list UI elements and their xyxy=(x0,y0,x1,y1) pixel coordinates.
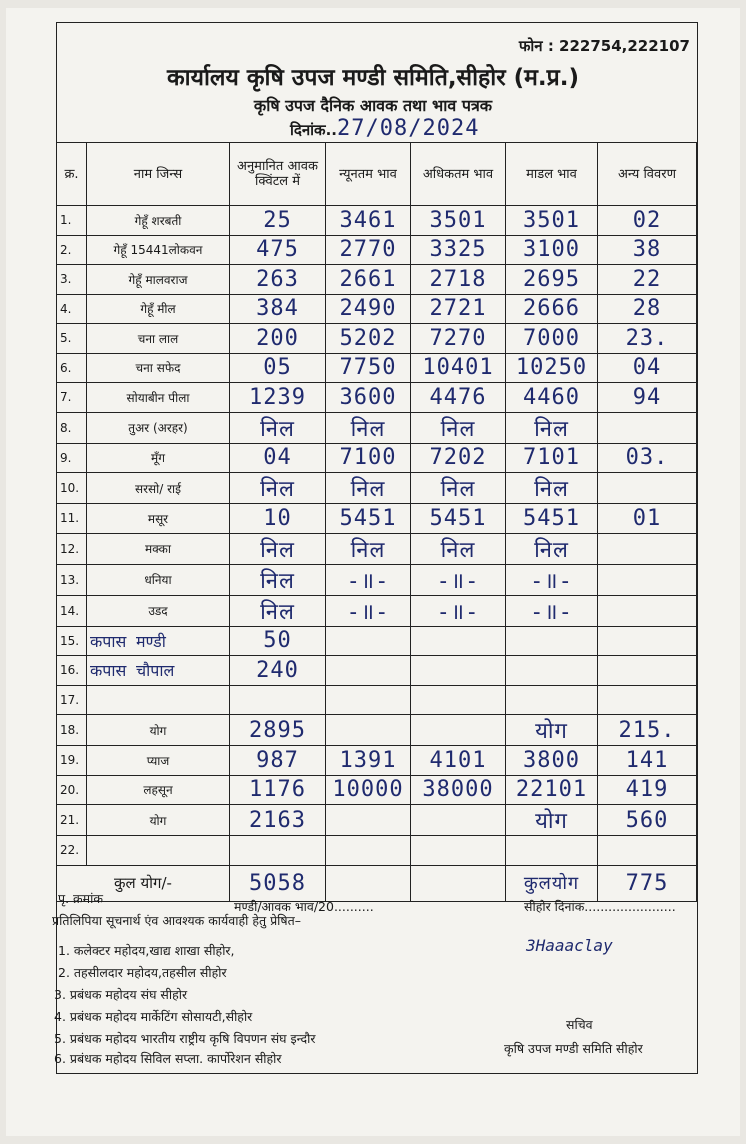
min-price xyxy=(326,656,411,686)
commodity-name: सोयाबीन पीला xyxy=(87,383,230,413)
secretary-title: सचिव xyxy=(566,1017,593,1032)
row-number: 4. xyxy=(57,294,87,324)
table-cell xyxy=(326,865,411,901)
secretary-org: कृषि उपज मण्डी समिति सीहोर xyxy=(504,1041,643,1056)
table-row xyxy=(57,443,697,473)
commodity-name xyxy=(87,836,230,866)
arrival-quantity: 263 xyxy=(230,265,326,295)
table-row xyxy=(57,294,697,324)
model-price: 3800 xyxy=(506,746,598,776)
min-price xyxy=(326,685,411,715)
model-price: 5451 xyxy=(506,504,598,534)
model-price: 2695 xyxy=(506,265,598,295)
arrival-quantity: निल xyxy=(230,564,326,595)
arrival-quantity: 2895 xyxy=(230,715,326,746)
other-details xyxy=(598,656,697,686)
model-price: निल xyxy=(506,533,598,564)
model-price: निल xyxy=(506,412,598,443)
other-details: 28 xyxy=(598,294,697,324)
model-price: -॥- xyxy=(506,595,598,626)
model-price: 7000 xyxy=(506,324,598,354)
model-price: 4460 xyxy=(506,383,598,413)
max-price: 4101 xyxy=(411,746,506,776)
recipient: 2. तहसीलदार महोदय,तहसील सीहोर xyxy=(58,965,227,980)
max-price xyxy=(411,805,506,836)
commodity-name: मसूर xyxy=(87,504,230,534)
arrival-quantity: 10 xyxy=(230,504,326,534)
other-details: 04 xyxy=(598,353,697,383)
row-number: 5. xyxy=(57,324,87,354)
date-label: दिनांक xyxy=(290,121,326,139)
max-price: 5451 xyxy=(411,504,506,534)
other-details xyxy=(598,533,697,564)
other-details: 23. xyxy=(598,324,697,354)
commodity-name xyxy=(87,685,230,715)
max-price: 2721 xyxy=(411,294,506,324)
max-price: 7270 xyxy=(411,324,506,354)
commodity-name: गेहूँ 15441लोकवन xyxy=(87,235,230,265)
max-price xyxy=(411,715,506,746)
recipient: 5. प्रबंधक महोदय भारतीय राष्ट्रीय कृषि विपणन संघ इन्दौर xyxy=(54,1031,316,1046)
other-details: 38 xyxy=(598,235,697,265)
max-price: 10401 xyxy=(411,353,506,383)
arrival-quantity: निल xyxy=(230,473,326,504)
other-details xyxy=(598,626,697,656)
col-header: अन्य विवरण xyxy=(598,143,697,206)
col-header: नाम जिन्स xyxy=(87,143,230,206)
model-price: 7101 xyxy=(506,443,598,473)
commodity-name: योग xyxy=(87,715,230,746)
model-price: 3100 xyxy=(506,235,598,265)
min-price xyxy=(326,836,411,866)
min-price xyxy=(326,715,411,746)
table-row xyxy=(57,775,697,805)
model-price: 10250 xyxy=(506,353,598,383)
arrival-quantity: 25 xyxy=(230,206,326,236)
table-header xyxy=(57,143,697,206)
table-row xyxy=(57,685,697,715)
row-number: 13. xyxy=(57,564,87,595)
model-price xyxy=(506,626,598,656)
min-price: -॥- xyxy=(326,564,411,595)
col-header: अधिकतम भाव xyxy=(411,143,506,206)
model-price: योग xyxy=(506,805,598,836)
min-price: 7100 xyxy=(326,443,411,473)
commodity-name: गेहूँ शरबती xyxy=(87,206,230,236)
max-price xyxy=(411,685,506,715)
total-row xyxy=(57,865,697,901)
row-number: 7. xyxy=(57,383,87,413)
arrival-quantity: 05 xyxy=(230,353,326,383)
other-details: 560 xyxy=(598,805,697,836)
other-details: 22 xyxy=(598,265,697,295)
recipient: 3. प्रबंधक महोदय संघ सीहोर xyxy=(54,987,188,1002)
commodity-name: कपास मण्डी xyxy=(87,626,230,656)
other-details: 141 xyxy=(598,746,697,776)
max-price: 7202 xyxy=(411,443,506,473)
table-row xyxy=(57,626,697,656)
arrival-quantity: 987 xyxy=(230,746,326,776)
row-number: 18. xyxy=(57,715,87,746)
min-price: निल xyxy=(326,473,411,504)
arrival-quantity: निल xyxy=(230,412,326,443)
min-price: 10000 xyxy=(326,775,411,805)
table-row xyxy=(57,805,697,836)
other-details: 01 xyxy=(598,504,697,534)
total-other: 775 xyxy=(598,865,697,901)
max-price: 3501 xyxy=(411,206,506,236)
other-details: 215. xyxy=(598,715,697,746)
mandi-ref: मण्डी/आवक भाव/20.......... xyxy=(234,899,374,914)
min-price xyxy=(326,805,411,836)
col-header: अनुमानित आवक क्विंटल में xyxy=(230,143,326,206)
commodity-name: प्याज xyxy=(87,746,230,776)
commodity-name: गेहूँ मालवराज xyxy=(87,265,230,295)
row-number: 3. xyxy=(57,265,87,295)
commodity-name: योग xyxy=(87,805,230,836)
row-number: 21. xyxy=(57,805,87,836)
row-number: 11. xyxy=(57,504,87,534)
commodity-name: सरसो/ राई xyxy=(87,473,230,504)
model-price: 3501 xyxy=(506,206,598,236)
date-row: दिनांक..27/08/2024 xyxy=(290,116,480,141)
model-price xyxy=(506,685,598,715)
ref-number: पृ. क्रमांक xyxy=(58,891,103,906)
sehore-date: सीहोर दिनांक....................... xyxy=(524,899,676,914)
table-row xyxy=(57,383,697,413)
min-price: निल xyxy=(326,412,411,443)
table-row xyxy=(57,746,697,776)
min-price: 3461 xyxy=(326,206,411,236)
max-price: -॥- xyxy=(411,595,506,626)
min-price: 7750 xyxy=(326,353,411,383)
table-row xyxy=(57,206,697,236)
table-cell xyxy=(411,865,506,901)
max-price: -॥- xyxy=(411,564,506,595)
model-price: योग xyxy=(506,715,598,746)
report-subtitle: कृषि उपज दैनिक आवक तथा भाव पत्रक xyxy=(253,96,493,115)
min-price xyxy=(326,626,411,656)
arrival-quantity: निल xyxy=(230,533,326,564)
row-number: 12. xyxy=(57,533,87,564)
commodity-name: गेहूँ मील xyxy=(87,294,230,324)
row-number: 2. xyxy=(57,235,87,265)
min-price: 2770 xyxy=(326,235,411,265)
model-price: 22101 xyxy=(506,775,598,805)
table-row xyxy=(57,533,697,564)
other-details xyxy=(598,473,697,504)
other-details xyxy=(598,412,697,443)
model-price: 2666 xyxy=(506,294,598,324)
table-row xyxy=(57,324,697,354)
min-price: 2490 xyxy=(326,294,411,324)
max-price xyxy=(411,656,506,686)
min-price: 2661 xyxy=(326,265,411,295)
arrival-quantity: निल xyxy=(230,595,326,626)
other-details: 94 xyxy=(598,383,697,413)
other-details: 419 xyxy=(598,775,697,805)
copy-note: प्रतिलिपिया सूचनार्थ एंव आवश्यक कार्यवाही हेतु प्रेषित– xyxy=(52,913,302,928)
table-row xyxy=(57,412,697,443)
row-number: 16. xyxy=(57,656,87,686)
min-price: 3600 xyxy=(326,383,411,413)
model-price xyxy=(506,836,598,866)
max-price xyxy=(411,626,506,656)
arrival-quantity: 384 xyxy=(230,294,326,324)
date-value: 27/08/2024 xyxy=(337,116,480,141)
max-price: निल xyxy=(411,473,506,504)
row-number: 6. xyxy=(57,353,87,383)
commodity-name: कपास चौपाल xyxy=(87,656,230,686)
col-header: माडल भाव xyxy=(506,143,598,206)
max-price: निल xyxy=(411,533,506,564)
table-row xyxy=(57,353,697,383)
total-model: कुलयोग xyxy=(506,865,598,901)
col-header: क्र. xyxy=(57,143,87,206)
commodity-name: धनिया xyxy=(87,564,230,595)
row-number: 9. xyxy=(57,443,87,473)
min-price: 5451 xyxy=(326,504,411,534)
commodity-name: मूँग xyxy=(87,443,230,473)
total-label: कुल योग/- xyxy=(57,865,230,901)
commodity-name: चना लाल xyxy=(87,324,230,354)
table-row xyxy=(57,473,697,504)
arrival-quantity: 04 xyxy=(230,443,326,473)
max-price: निल xyxy=(411,412,506,443)
arrival-quantity: 1176 xyxy=(230,775,326,805)
arrival-quantity xyxy=(230,685,326,715)
arrival-quantity: 200 xyxy=(230,324,326,354)
table-row xyxy=(57,836,697,866)
row-number: 20. xyxy=(57,775,87,805)
row-number: 10. xyxy=(57,473,87,504)
row-number: 14. xyxy=(57,595,87,626)
table-row xyxy=(57,656,697,686)
commodity-name: उडद xyxy=(87,595,230,626)
row-number: 8. xyxy=(57,412,87,443)
min-price: 5202 xyxy=(326,324,411,354)
row-number: 1. xyxy=(57,206,87,236)
commodity-name: चना सफेद xyxy=(87,353,230,383)
recipient: 1. कलेक्टर महोदय,खाद्य शाखा सीहोर, xyxy=(58,943,235,958)
other-details xyxy=(598,836,697,866)
table-row xyxy=(57,715,697,746)
arrival-quantity: 50 xyxy=(230,626,326,656)
min-price: -॥- xyxy=(326,595,411,626)
table-row xyxy=(57,595,697,626)
total-arrival: 5058 xyxy=(230,865,326,901)
model-price: निल xyxy=(506,473,598,504)
arrival-quantity: 475 xyxy=(230,235,326,265)
max-price: 2718 xyxy=(411,265,506,295)
office-title: कार्यालय कृषि उपज मण्डी समिति,सीहोर (म.प्र.) xyxy=(167,65,579,91)
recipient: 4. प्रबंधक महोदय मार्केटिंग सोसायटी,सीहोर xyxy=(54,1009,253,1024)
model-price xyxy=(506,656,598,686)
table-row xyxy=(57,564,697,595)
arrival-quantity: 240 xyxy=(230,656,326,686)
other-details xyxy=(598,685,697,715)
max-price: 4476 xyxy=(411,383,506,413)
commodity-name: मक्का xyxy=(87,533,230,564)
table-row xyxy=(57,235,697,265)
max-price xyxy=(411,836,506,866)
row-number: 15. xyxy=(57,626,87,656)
col-header: न्यूनतम भाव xyxy=(326,143,411,206)
other-details xyxy=(598,595,697,626)
recipient: 6. प्रबंधक महोदय सिविल सप्ला. कार्पोरेशन सीहोर xyxy=(54,1051,282,1066)
min-price: 1391 xyxy=(326,746,411,776)
other-details xyxy=(598,564,697,595)
signature: 3Haaaclay xyxy=(526,936,613,955)
table-row xyxy=(57,504,697,534)
row-number: 17. xyxy=(57,685,87,715)
model-price: -॥- xyxy=(506,564,598,595)
phone-numbers: फोन : 222754,222107 xyxy=(518,37,690,55)
min-price: निल xyxy=(326,533,411,564)
commodity-name: लहसून xyxy=(87,775,230,805)
row-number: 19. xyxy=(57,746,87,776)
other-details: 03. xyxy=(598,443,697,473)
commodity-name: तुअर (अरहर) xyxy=(87,412,230,443)
row-number: 22. xyxy=(57,836,87,866)
table-row xyxy=(57,265,697,295)
arrival-quantity: 2163 xyxy=(230,805,326,836)
other-details: 02 xyxy=(598,206,697,236)
max-price: 3325 xyxy=(411,235,506,265)
arrival-quantity: 1239 xyxy=(230,383,326,413)
rates-table xyxy=(56,142,697,902)
max-price: 38000 xyxy=(411,775,506,805)
arrival-quantity xyxy=(230,836,326,866)
